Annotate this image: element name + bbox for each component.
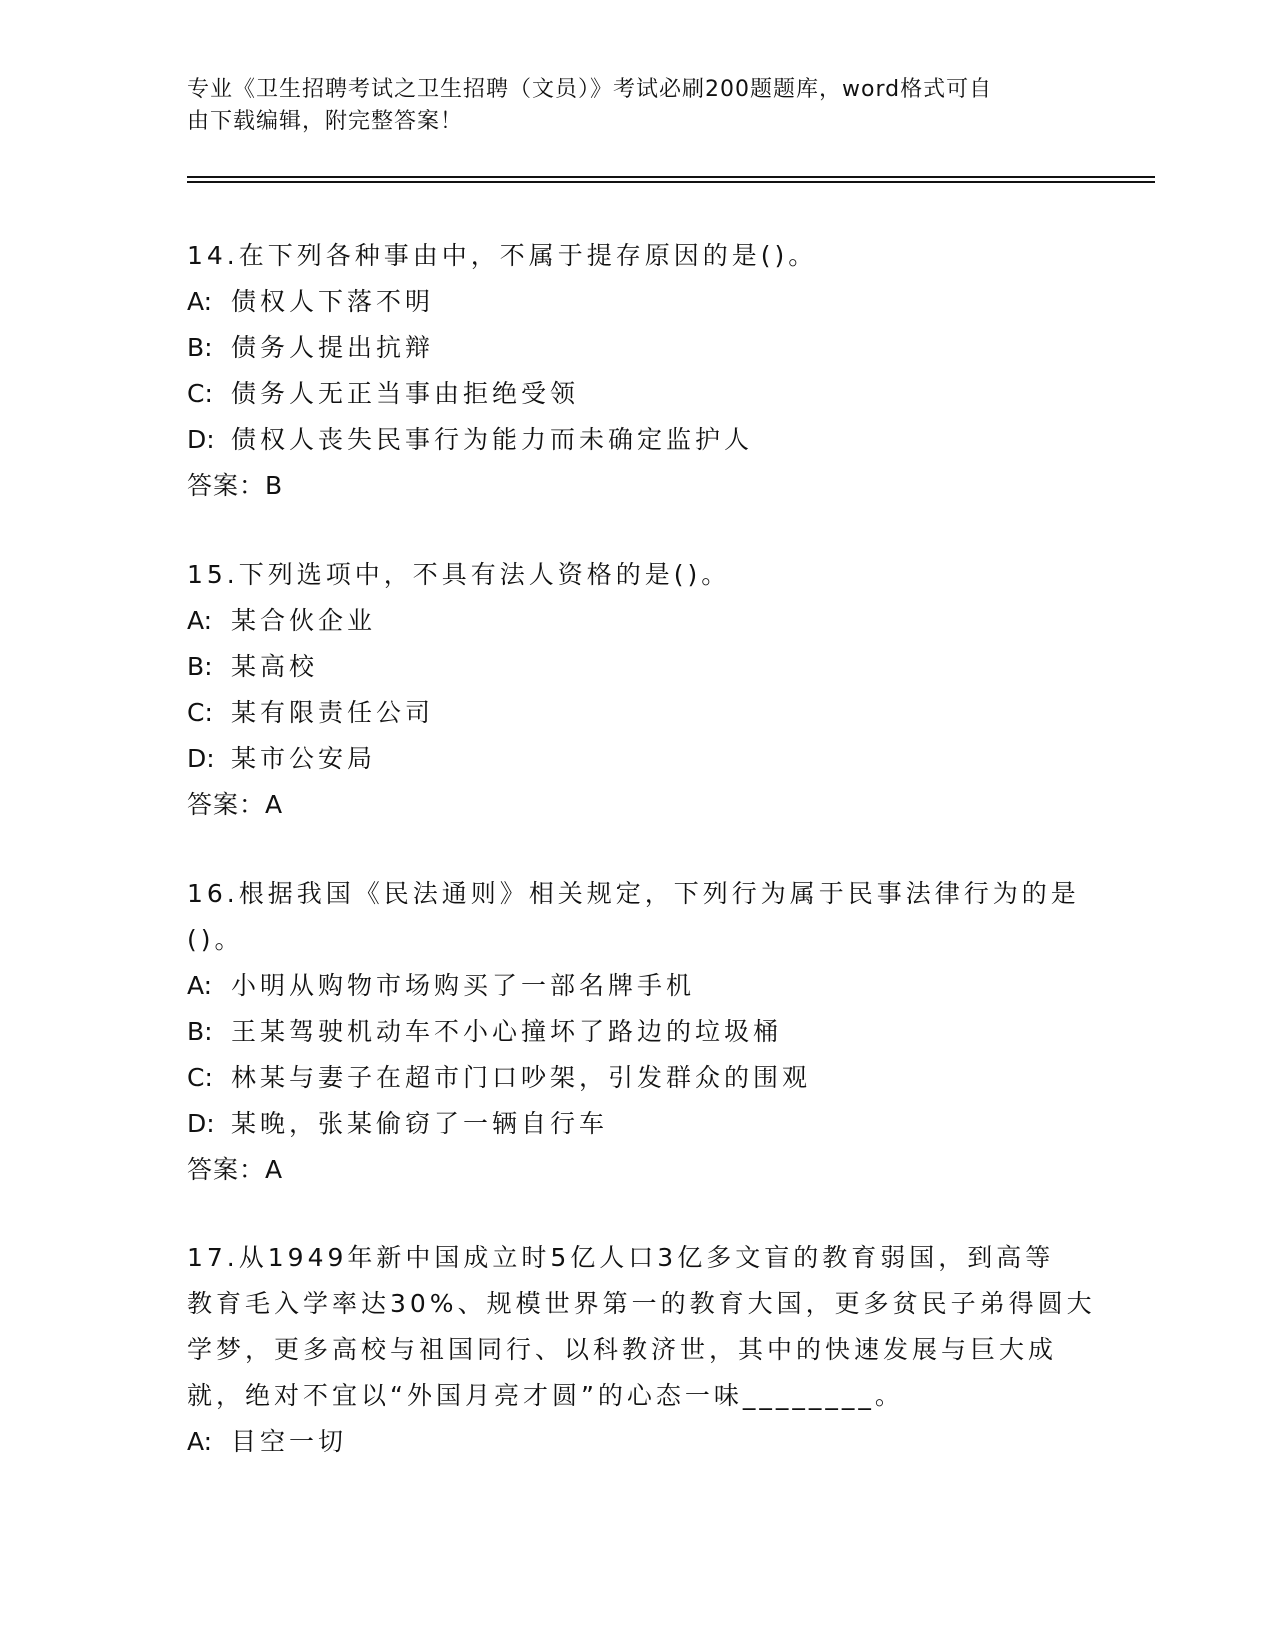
option-text: 某晚，张某偷窃了一辆自行车	[231, 1109, 609, 1138]
question-stem: 15.下列选项中，不具有法人资格的是()。	[187, 560, 731, 589]
header-line-2: 由下载编辑，附完整答案！	[187, 109, 464, 134]
option-b	[187, 325, 1087, 371]
question-stem: 16.根据我国《民法通则》相关规定，下列行为属于民事法律行为的是	[187, 879, 1080, 908]
question-stem: 学梦，更多高校与祖国同行、以科教济世，其中的快速发展与巨大成	[187, 1335, 1058, 1364]
header-line-1: 专业《卫生招聘考试之卫生招聘（文员）》考试必刷200题题库，word格式可自	[187, 77, 993, 102]
option-text: 某合伙企业	[231, 606, 377, 635]
document-header	[187, 74, 1087, 138]
option-text: 某高校	[231, 652, 319, 681]
header-divider-bottom	[187, 181, 1155, 183]
option-d	[187, 1101, 1087, 1147]
option-text: 债务人提出抗辩	[231, 333, 435, 362]
option-d	[187, 736, 1087, 782]
option-d	[187, 417, 1087, 463]
option-key: A:	[187, 287, 213, 316]
answer: 答案：B	[187, 471, 284, 500]
option-key: D:	[187, 744, 215, 773]
option-key: C:	[187, 379, 213, 408]
question-stem: 14.在下列各种事由中，不属于提存原因的是()。	[187, 241, 818, 270]
option-key: A:	[187, 1427, 213, 1456]
question-stem: 教育毛入学率达30%、规模世界第一的教育大国，更多贫民子弟得圆大	[187, 1289, 1096, 1318]
option-a	[187, 1419, 1087, 1465]
question-stem: 17.从1949年新中国成立时5亿人口3亿多文盲的教育弱国，到高等	[187, 1243, 1055, 1272]
option-text: 王某驾驶机动车不小心撞坏了路边的垃圾桶	[231, 1017, 783, 1046]
option-key: B:	[187, 1017, 213, 1046]
answer: 答案：A	[187, 790, 284, 819]
option-b	[187, 1009, 1087, 1055]
option-text: 目空一切	[231, 1427, 348, 1456]
option-key: C:	[187, 698, 213, 727]
option-text: 债权人丧失民事行为能力而未确定监护人	[231, 425, 754, 454]
option-a	[187, 279, 1087, 325]
header-divider-top	[187, 176, 1155, 178]
answer: 答案：A	[187, 1155, 284, 1184]
question-15	[187, 552, 1087, 828]
option-key: A:	[187, 606, 213, 635]
question-17	[187, 1235, 1096, 1465]
option-text: 某市公安局	[231, 744, 377, 773]
option-key: C:	[187, 1063, 213, 1092]
option-a	[187, 598, 1087, 644]
option-b	[187, 644, 1087, 690]
option-c	[187, 690, 1087, 736]
option-key: B:	[187, 333, 213, 362]
question-stem: ()。	[187, 925, 244, 954]
question-16	[187, 871, 1087, 1193]
option-key: D:	[187, 425, 215, 454]
option-text: 林某与妻子在超市门口吵架，引发群众的围观	[231, 1063, 812, 1092]
option-text: 某有限责任公司	[231, 698, 435, 727]
option-text: 债权人下落不明	[231, 287, 435, 316]
option-key: D:	[187, 1109, 215, 1138]
option-key: A:	[187, 971, 213, 1000]
option-text: 债务人无正当事由拒绝受领	[231, 379, 580, 408]
option-a	[187, 963, 1087, 1009]
option-text: 小明从购物市场购买了一部名牌手机	[231, 971, 696, 1000]
option-c	[187, 371, 1087, 417]
option-c	[187, 1055, 1087, 1101]
option-key: B:	[187, 652, 213, 681]
question-14	[187, 233, 1087, 509]
question-stem: 就，绝对不宜以“外国月亮才圆”的心态一味________。	[187, 1381, 904, 1410]
